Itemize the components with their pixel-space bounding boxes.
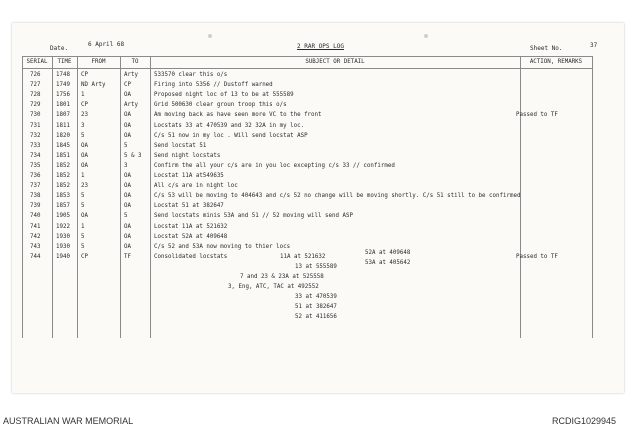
row-detail: C/s 51 now in my loc . Will send locstat ASP — [154, 132, 308, 139]
row-time: 1749 — [56, 82, 70, 89]
row-to: OA — [124, 223, 131, 230]
row-to: OA — [124, 92, 131, 99]
row-time: 1922 — [56, 223, 70, 230]
column-header-to: TO — [131, 59, 139, 65]
row-serial: 742 — [30, 233, 41, 240]
row-serial: 741 — [30, 223, 41, 230]
row-serial: 729 — [30, 102, 41, 109]
row-time: 1930 — [56, 233, 70, 240]
row-to: CP — [124, 82, 131, 89]
row-to: OA — [124, 243, 131, 250]
column-rule — [592, 56, 593, 338]
date-label: Date. — [50, 45, 69, 52]
row-detail: Locstat 51 at 382647 — [154, 203, 224, 210]
row-time: 1852 — [56, 162, 70, 169]
row-serial: 734 — [30, 152, 41, 159]
row-from: OA — [81, 162, 88, 169]
column-rule — [150, 56, 151, 338]
row-detail: Consolidated locstats — [154, 253, 228, 260]
row-from: OA — [81, 142, 88, 149]
table-rule — [22, 68, 592, 69]
row-remarks: Passed to TF — [516, 112, 558, 119]
row-serial: 737 — [30, 183, 41, 190]
column-header-serial: SERIAL — [26, 59, 48, 65]
row-time: 1857 — [56, 203, 70, 210]
row-to: OA — [124, 122, 131, 129]
row-serial: 740 — [30, 213, 41, 220]
row-from: CP — [81, 102, 88, 109]
row-to: OA — [124, 132, 131, 139]
row-time: 1851 — [56, 152, 70, 159]
row-serial: 731 — [30, 122, 41, 129]
row-detail: C/s 52 and 53A now moving to thier locs — [154, 243, 291, 250]
date-value: 6 April 68 — [88, 41, 125, 48]
punch-hole — [208, 34, 212, 38]
row-time: 1748 — [56, 72, 70, 78]
row-serial: 726 — [30, 72, 41, 78]
row-detail: 533570 clear this o/s — [154, 72, 228, 78]
consolidated-locstat: 33 at 470539 — [295, 294, 337, 301]
row-detail: Send night locstats — [154, 152, 221, 159]
consolidated-locstat: 13 at 555589 — [295, 263, 337, 270]
column-rule — [22, 56, 23, 338]
row-detail: Am moving back as have seen more VC to the front — [154, 112, 322, 119]
consolidated-locstat: 3, Eng, ATC, TAC at 492552 — [228, 284, 319, 291]
row-to: OA — [124, 112, 131, 119]
column-rule — [120, 56, 121, 338]
row-serial: 743 — [30, 243, 41, 250]
consolidated-locstat: 52 at 411656 — [295, 314, 337, 321]
row-to: OA — [124, 193, 131, 200]
row-time: 1852 — [56, 183, 70, 190]
row-time: 1811 — [56, 122, 70, 129]
row-serial: 727 — [30, 82, 41, 89]
row-from: 5 — [81, 233, 85, 240]
table-rule — [22, 56, 592, 57]
row-detail: Locstats 33 at 470539 and 32 32A in my loc. — [154, 122, 305, 129]
consolidated-locstat: 51 at 382647 — [295, 304, 337, 311]
row-from: CP — [81, 253, 88, 260]
row-to: 5 — [124, 142, 128, 149]
row-serial: 744 — [30, 253, 41, 260]
row-time: 1807 — [56, 112, 70, 119]
row-to: OA — [124, 173, 131, 179]
row-to: OA — [124, 233, 131, 240]
row-to: 5 & 3 — [124, 152, 142, 159]
sheet-label: Sheet No. — [530, 45, 563, 52]
column-header-time: TIME — [57, 59, 72, 65]
row-from: 1 — [81, 92, 85, 99]
row-serial: 739 — [30, 203, 41, 210]
row-time: 1905 — [56, 213, 70, 220]
row-detail: Proposed night loc of 13 to be at 555589 — [154, 92, 294, 99]
row-remarks: Passed to TF — [516, 253, 558, 260]
row-detail: Confirm the all your c/s are in you loc excepting c/s 33 // confirmed — [154, 162, 395, 169]
punch-hole — [424, 34, 428, 38]
row-detail: Locstat 11A at549635 — [154, 173, 224, 179]
row-from: OA — [81, 152, 88, 159]
row-serial: 728 — [30, 92, 41, 99]
row-from: 23 — [81, 183, 88, 190]
row-serial: 730 — [30, 112, 41, 119]
consolidated-locstat: 53A at 405642 — [365, 259, 411, 266]
row-time: 1801 — [56, 102, 70, 109]
row-from: ND Arty — [81, 82, 106, 89]
row-detail: All c/s are in night loc — [154, 183, 238, 190]
row-to: TF — [124, 253, 131, 260]
consolidated-locstat: 7 and 23 & 23A at 525558 — [240, 274, 324, 280]
row-from: CP — [81, 72, 88, 78]
unit-title: 2 RAR OPS LOG — [297, 43, 344, 50]
row-serial: 736 — [30, 173, 41, 179]
row-detail: Locstat 11A at 521632 — [154, 223, 228, 230]
row-serial: 733 — [30, 142, 41, 149]
consolidated-locstat: 52A at 409648 — [365, 249, 411, 256]
row-from: 3 — [81, 122, 85, 129]
row-from: 1 — [81, 223, 85, 230]
footer-source: AUSTRALIAN WAR MEMORIAL — [3, 416, 134, 426]
row-to: 3 — [124, 162, 128, 169]
row-time: 1820 — [56, 132, 70, 139]
row-from: 5 — [81, 203, 85, 210]
log-sheet — [12, 23, 624, 393]
row-time: 1853 — [56, 193, 70, 200]
row-time: 1845 — [56, 142, 70, 149]
column-header-remarks: ACTION, REMARKS — [529, 59, 583, 65]
row-detail: Grid 500630 clear groun troop this o/s — [154, 102, 287, 109]
row-to: OA — [124, 183, 131, 190]
row-detail: Send locstat 51 — [154, 142, 207, 149]
row-time: 1852 — [56, 173, 70, 179]
row-to: Arty — [124, 102, 138, 109]
consolidated-locstat: 11A at 521632 — [280, 253, 326, 260]
column-rule — [52, 56, 53, 338]
row-from: 5 — [81, 243, 85, 250]
row-detail: Send locstats minis 53A and 51 // 52 moving will send ASP — [154, 213, 353, 220]
column-rule — [77, 56, 78, 338]
sheet-value: 37 — [590, 42, 598, 49]
row-serial: 732 — [30, 132, 41, 139]
row-from: 5 — [81, 193, 85, 200]
row-detail: Locstat 52A at 409648 — [154, 233, 228, 240]
row-time: 1756 — [56, 92, 70, 99]
row-to: 5 — [124, 213, 128, 220]
row-time: 1930 — [56, 243, 70, 250]
row-to: OA — [124, 203, 131, 210]
column-header-from: FROM — [91, 59, 106, 65]
row-detail: Firing into 5356 // Dustoff warned — [154, 82, 273, 89]
row-serial: 738 — [30, 193, 41, 200]
row-from: OA — [81, 213, 88, 220]
column-header-detail: SUBJECT OR DETAIL — [305, 59, 365, 65]
row-from: 23 — [81, 112, 88, 119]
row-to: Arty — [124, 72, 138, 78]
row-from: 1 — [81, 173, 85, 179]
row-serial: 735 — [30, 162, 41, 169]
row-detail: C/s 53 will be moving to 404643 and c/s 52 no change will be moving shortly. C/s 51 still to be confirmed — [154, 193, 521, 200]
row-time: 1940 — [56, 253, 70, 260]
row-from: 5 — [81, 132, 85, 139]
footer-id: RCDIG1029945 — [552, 416, 617, 426]
